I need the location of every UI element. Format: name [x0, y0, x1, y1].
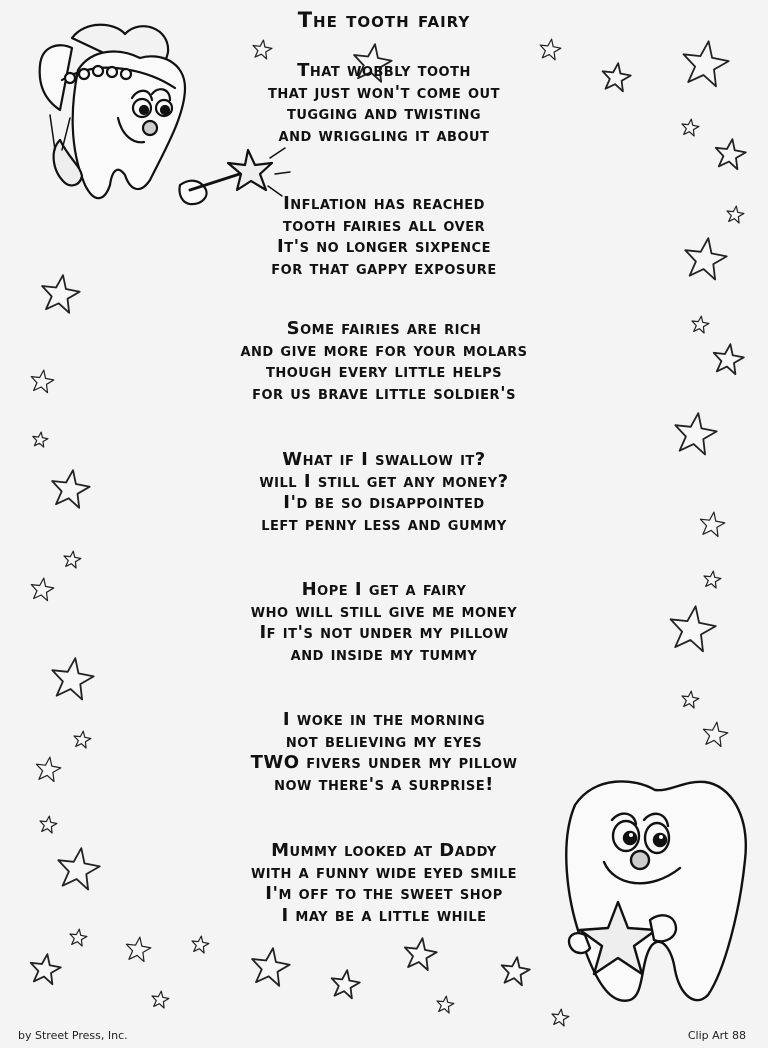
poem-line: now there's a surprise! — [274, 773, 494, 795]
star-icon — [714, 344, 744, 374]
poem-line: will I still get any money? — [259, 470, 509, 492]
stanza — [150, 840, 618, 926]
star-icon — [31, 954, 61, 984]
star-icon — [727, 206, 744, 223]
star-icon — [682, 691, 699, 708]
star-icon — [684, 41, 729, 86]
star-icon — [502, 957, 530, 985]
poem-line: If it's not under my pillow — [259, 622, 509, 644]
publisher-credit: by Street Press, Inc. — [18, 1029, 128, 1042]
star-icon — [540, 39, 561, 60]
poem-line: Inflation has reached — [283, 193, 485, 214]
poem-line: That wobbly tooth — [297, 60, 471, 81]
poem-line: that just won't come out — [268, 81, 500, 103]
star-icon — [253, 40, 272, 59]
poem-line: I'd be so disappointed — [283, 492, 485, 514]
star-icon — [692, 316, 709, 333]
star-icon — [36, 757, 60, 781]
star-icon — [58, 848, 99, 889]
poem-line: I may be a little while — [281, 904, 487, 926]
poem-line: and wriggling it about — [278, 124, 490, 146]
stanza — [150, 193, 618, 279]
star-icon — [552, 1009, 569, 1026]
star-icon — [703, 722, 727, 746]
poem-line: though every little helps — [266, 361, 502, 383]
poem-line: What if I swallow it? — [282, 449, 486, 470]
stanza — [150, 709, 618, 795]
star-icon — [252, 948, 290, 986]
poem-line: tooth fairies all over — [282, 214, 486, 236]
star-icon — [52, 658, 93, 699]
poem-line: Hope I get a fairy — [301, 579, 467, 600]
poem-line: with a funny wide eyed smile — [250, 861, 518, 883]
poem-line: I'm off to the sweet shop — [265, 883, 503, 905]
star-icon — [437, 996, 454, 1013]
star-icon — [31, 578, 54, 601]
poem-line: and give more for your molars — [240, 339, 528, 361]
poem-line: left penny less and gummy — [261, 513, 507, 535]
poem-line: TWO fivers under my pillow — [250, 752, 518, 774]
poem-line: Some fairies are rich — [286, 318, 482, 339]
poem-line: It's no longer sixpence — [277, 236, 491, 258]
clipart-credit: Clip Art 88 — [687, 1029, 746, 1042]
star-icon — [40, 816, 57, 833]
poem-line: I woke in the morning — [282, 709, 486, 730]
star-icon — [192, 936, 209, 953]
star-icon — [152, 991, 169, 1008]
poem-line: not believing my eyes — [285, 730, 483, 752]
star-icon — [405, 938, 437, 970]
stanza — [150, 579, 618, 665]
star-icon — [33, 432, 48, 447]
poem-title: The tooth fairy — [297, 8, 471, 32]
star-icon — [126, 937, 150, 961]
star-icon — [70, 929, 87, 946]
star-icon — [52, 470, 90, 508]
stanza — [150, 449, 618, 535]
star-icon — [682, 119, 699, 136]
star-icon — [700, 512, 724, 536]
star-icon — [74, 731, 91, 748]
poem-line: tugging and twisting — [286, 103, 482, 125]
star-icon — [704, 571, 721, 588]
stanza — [150, 318, 618, 404]
poem-line: for us brave little soldier's — [252, 382, 516, 404]
poem-line: for that gappy exposure — [271, 257, 497, 279]
star-icon — [685, 238, 726, 279]
star-icon — [332, 970, 360, 998]
stanza — [150, 60, 618, 146]
star-icon — [42, 275, 80, 313]
poem-line: who will still give me money — [250, 600, 518, 622]
star-icon — [64, 551, 81, 568]
star-icon — [31, 370, 54, 393]
star-icon — [675, 413, 716, 454]
star-icon — [716, 139, 746, 169]
star-icon — [671, 606, 716, 651]
poem-line: Mummy looked at Daddy — [271, 840, 497, 861]
poem-line: and inside my tummy — [290, 643, 478, 665]
